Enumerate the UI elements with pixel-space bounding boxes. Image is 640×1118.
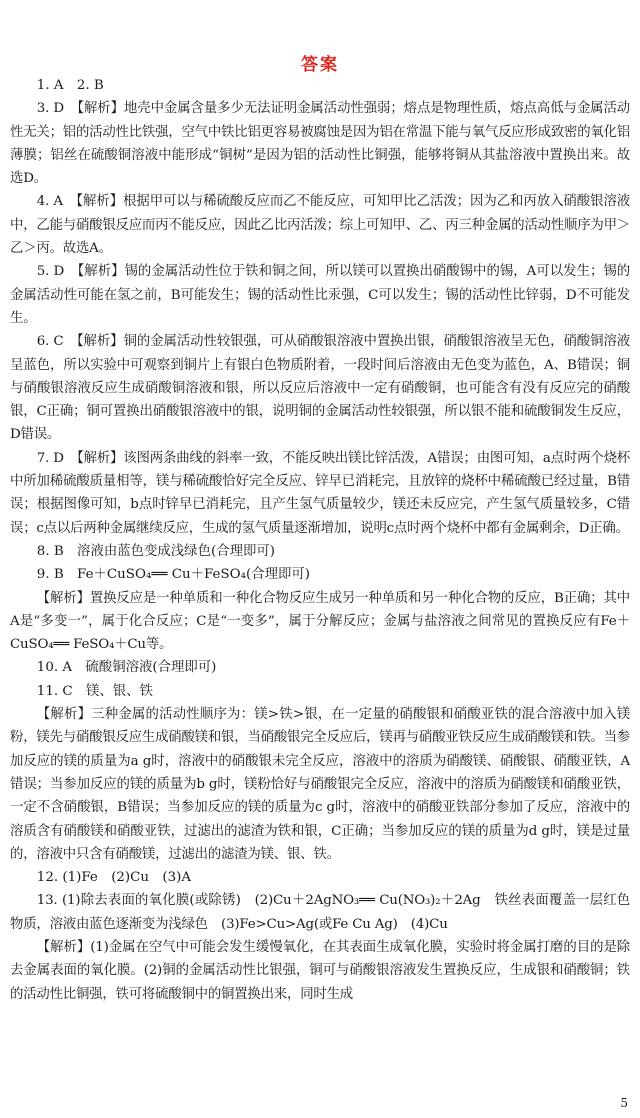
answer-9-analysis: 【解析】置换反应是一种单质和一种化合物反应生成另一种单质和另一种化合物的反应，B正确；其中A是“多变一”，属于化合反应；C是“一变多”，属于分解反应；金属与盐溶液之间常见的置换反应有Fe＋CuSO₄══ FeSO₄＋Cu等。 [10,590,630,653]
answer-4: 4. A 【解析】根据甲可以与稀硫酸反应而乙不能反应，可知甲比乙活泼；因为乙和丙放入硝酸银溶液中，乙能与硝酸银反应而丙不能反应，因此乙比丙活泼；综上可知甲、乙、丙三种金属的活动性顺序为甲＞乙＞丙。故选A。 [10,194,630,257]
answer-3: 3. D 【解析】地壳中金属含量多少无法证明金属活动性强弱；熔点是物理性质，熔点高低与金属活动性无关；铝的活动性比铁强，空气中铁比铝更容易被腐蚀是因为铝在常温下能与氧气反应形成致密的氧化铝薄膜；铝丝在硫酸铜溶液中能形成“铜树”是因为铝的活动性比铜强，能够将铜从其盐溶液中置换出来。故选D。 [10,101,630,187]
page-title: 答案 [301,55,339,75]
answer-13-analysis: 【解析】(1)金属在空气中可能会发生缓慢氧化，在其表面生成氧化膜，实验时将金属打磨的目的是除去金属表面的氧化膜。(2)铜的金属活动性比银强，铜可与硝酸银溶液发生置换反应，生成银和硝酸铜；铁的活动性比铜强，铁可将硫酸铜中的铜置换出来，同时生成 [10,939,630,1002]
answer-12: 12. (1)Fe (2)Cu (3)A [36,870,192,886]
answer-11: 11. C 镁、银、铁 [36,683,153,699]
answer-5: 5. D 【解析】锡的金属活动性位于铁和铜之间，所以镁可以置换出硝酸锡中的锡，A可以发生；锡的金属活动性可能在氢之前，B可能发生；锡的活动性比汞强，C可以发生；锡的活动性比锌弱，D不可能发生。 [10,264,630,326]
page-number: 5 [620,1096,628,1110]
answer-7: 7. D 【解析】该图两条曲线的斜率一致，不能反映出镁比锌活泼，A错误；由图可知，a点时两个烧杯中所加稀硫酸质量相等，镁与稀硫酸恰好完全反应、锌早已消耗完，且放锌的烧杯中稀硫酸已经过量，B错误；根据图像可知，b点时锌早已消耗完，且产生氢气质量较少，镁还未反应完，产生氢气质量较多，C错误；c点以后两种金属继续反应，生成的氢气质量逐渐增加，说明c点时两个烧杯中都有金属剩余，D正确。 [10,450,630,536]
answer-10: 10. A 硫酸铜溶液(合理即可) [36,660,217,676]
answer-1-2: 1. A 2. B [36,78,104,93]
answer-6: 6. C 【解析】铜的金属活动性较银强，可从硝酸银溶液中置换出银，硝酸银溶液呈无色，硝酸铜溶液呈蓝色，所以实验中可观察到铜片上有银白色物质附着，一段时间后溶液由无色变为蓝色，A、B错误；铜与硝酸银溶液反应生成硝酸铜溶液和银，所以反应后溶液中一定有硝酸铜，也可能含有没有反应完的硝酸银，C正确；铜可置换出硝酸银溶液中的银，说明铜的金属活动性较银强，所以银不能和硫酸铜发生反应，D错误。 [10,334,630,443]
answer-content [10,74,630,1006]
answer-9: 9. B Fe＋CuSO₄══ Cu＋FeSO₄(合理即可) [36,567,310,583]
answer-13: 13. (1)除去表面的氧化膜(或除锈) (2)Cu＋2AgNO₃══ Cu(NO₃)₂＋2Ag 铁丝表面覆盖一层红色物质，溶液由蓝色逐渐变为浅绿色 (3)Fe>Cu>Ag(或Fe Cu Ag) (4)Cu [10,893,630,932]
answer-8: 8. B 溶液由蓝色变成浅绿色(合理即可) [36,543,275,559]
answer-11-analysis: 【解析】三种金属的活动性顺序为：镁>铁>银，在一定量的硝酸银和硝酸亚铁的混合溶液中加入镁粉，镁先与硝酸银反应生成硝酸镁和银，当硝酸银完全反应后，镁再与硝酸亚铁反应生成硝酸镁和铁。当参加反应的镁的质量为a g时，溶液中的硝酸银未完全反应，溶液中的溶质为硝酸镁、硝酸银、硝酸亚铁，A错误；当参加反应的镁的质量为b g时，镁粉恰好与硝酸银完全反应，溶液中的溶质为硝酸镁和硝酸亚铁，一定不含硝酸银，B错误；当参加反应的镁的质量为c g时，溶液中的硝酸亚铁部分参加了反应，溶液中的溶质含有硝酸镁和硝酸亚铁，过滤出的滤渣为铁和银，C正确；当参加反应的镁的质量为d g时，镁是过量的，溶液中只含有硝酸镁，过滤出的滤渣为镁、银、铁。 [10,707,630,862]
